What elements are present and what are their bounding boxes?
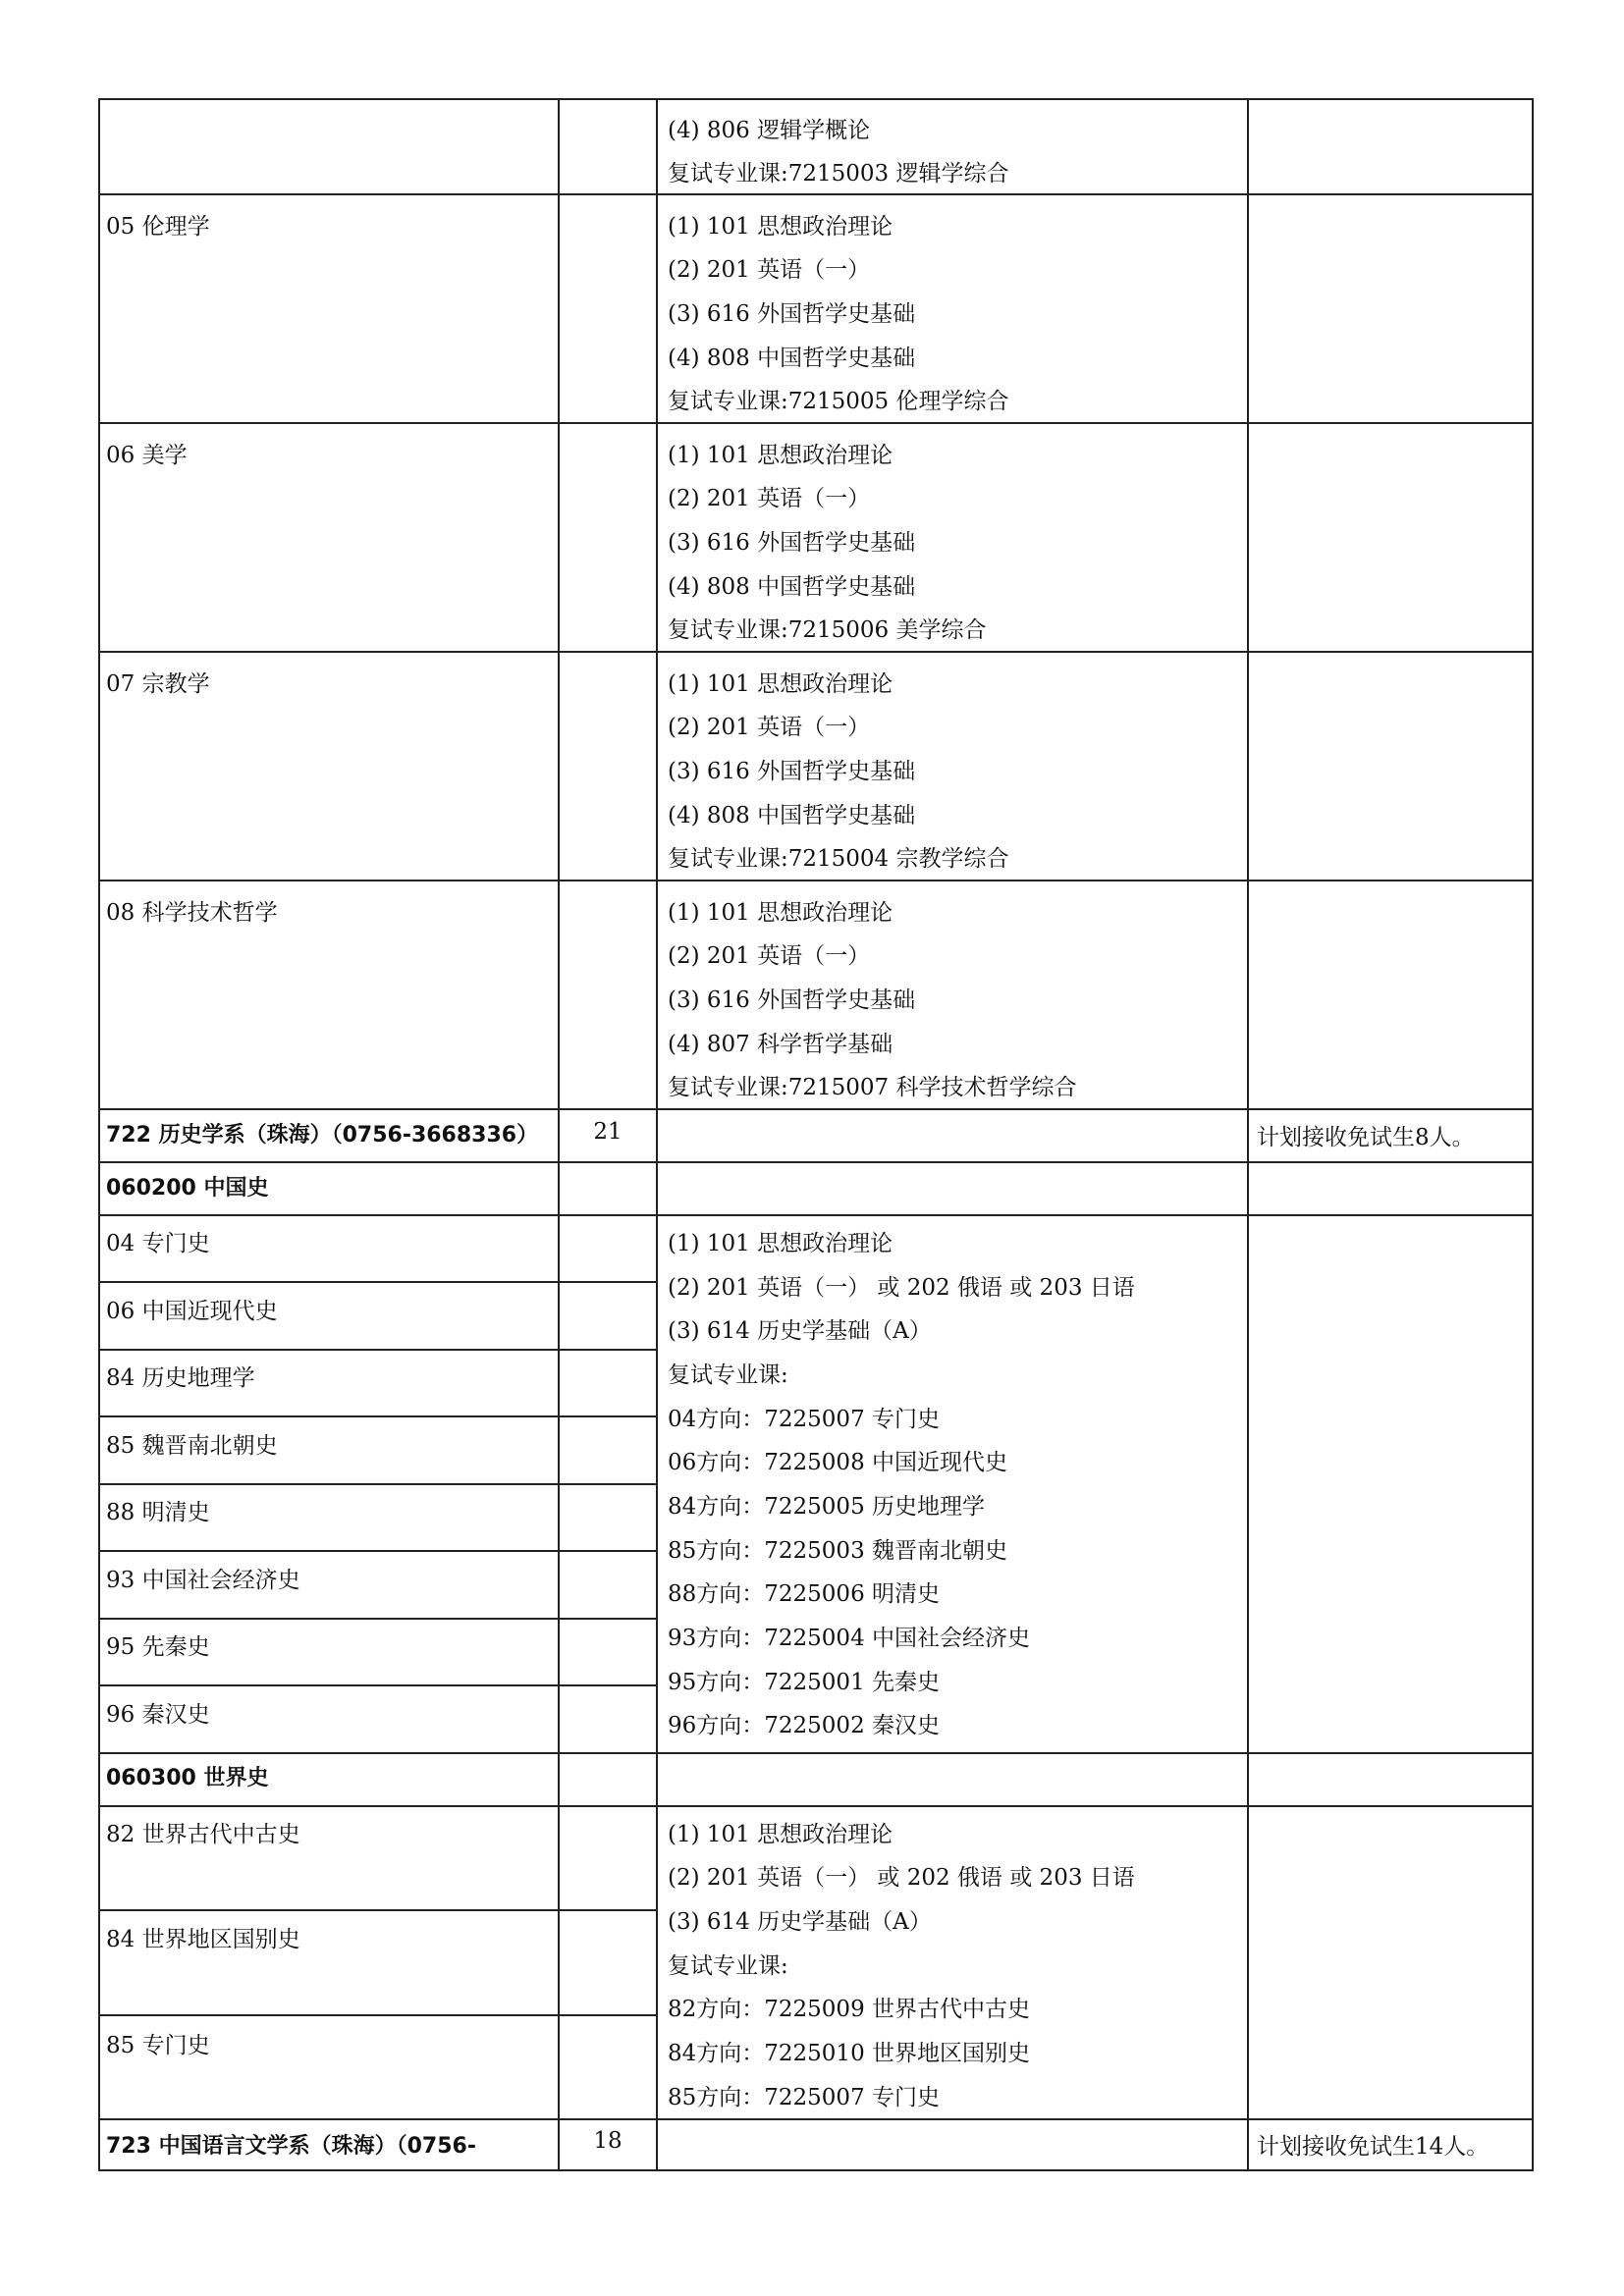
requirement-line: (1) 101 思想政治理论 xyxy=(668,900,893,926)
direction-label: 85 专门史 xyxy=(106,2033,210,2058)
requirement-line: (2) 201 英语（一） xyxy=(668,715,871,740)
exemption-remark: 计划接收免试生14人。 xyxy=(1257,2134,1489,2160)
direction-label: 84 历史地理学 xyxy=(106,1365,255,1391)
table-rule xyxy=(1247,98,1249,2171)
requirement-line: 96方向：7225002 秦汉史 xyxy=(668,1713,941,1738)
requirement-line: (3) 614 历史学基础（A） xyxy=(668,1318,932,1344)
table-rule xyxy=(98,1161,1534,1163)
requirement-line: (1) 101 思想政治理论 xyxy=(668,1822,893,1847)
enrollment-count: 21 xyxy=(593,1119,623,1145)
table-rule xyxy=(98,1281,658,1283)
table-rule xyxy=(98,98,100,2171)
direction-label: 06 美学 xyxy=(106,443,188,468)
requirement-line: 复试专业课:7215004 宗教学综合 xyxy=(668,846,1009,872)
requirement-line: 复试专业课:7215006 美学综合 xyxy=(668,617,987,643)
table-rule xyxy=(98,1214,1534,1216)
admissions-table xyxy=(98,98,1534,2171)
requirement-line: (2) 201 英语（一） 或 202 俄语 或 203 日语 xyxy=(668,1865,1135,1891)
requirement-line: (4) 808 中国哲学史基础 xyxy=(668,574,916,600)
requirement-line: (3) 616 外国哲学史基础 xyxy=(668,301,916,327)
requirement-line: (2) 201 英语（一） xyxy=(668,943,871,969)
requirement-line: (4) 807 科学哲学基础 xyxy=(668,1032,893,1057)
table-rule xyxy=(98,1805,1534,1807)
enrollment-count: 18 xyxy=(593,2128,623,2154)
exemption-remark: 计划接收免试生8人。 xyxy=(1257,1125,1475,1150)
requirement-line: (3) 616 外国哲学史基础 xyxy=(668,759,916,784)
requirement-line: 95方向：7225001 先秦史 xyxy=(668,1670,941,1695)
requirement-line: 84方向：7225005 历史地理学 xyxy=(668,1494,986,1520)
requirement-line: 82方向：7225009 世界古代中古史 xyxy=(668,1997,1031,2022)
direction-label: 04 专门史 xyxy=(106,1231,210,1256)
direction-label: 05 伦理学 xyxy=(106,214,210,240)
table-rule xyxy=(98,1108,1534,1110)
requirement-line: 复试专业课: xyxy=(668,1953,788,1979)
direction-label: 82 世界古代中古史 xyxy=(106,1822,300,1847)
table-rule xyxy=(98,880,1534,881)
table-rule xyxy=(98,193,1534,195)
requirement-line: 复试专业课: xyxy=(668,1362,788,1388)
requirement-line: (4) 808 中国哲学史基础 xyxy=(668,803,916,828)
major-label: 060200 中国史 xyxy=(106,1176,269,1201)
table-rule xyxy=(98,1349,658,1351)
requirement-line: (3) 616 外国哲学史基础 xyxy=(668,988,916,1013)
requirement-line: (3) 616 外国哲学史基础 xyxy=(668,530,916,556)
requirement-line: 04方向：7225007 专门史 xyxy=(668,1407,941,1432)
requirement-line: 复试专业课:7215005 伦理学综合 xyxy=(668,389,1009,414)
requirement-line: 复试专业课:7215007 科学技术哲学综合 xyxy=(668,1075,1077,1100)
table-rule xyxy=(98,1415,658,1417)
requirement-line: 93方向：7225004 中国社会经济史 xyxy=(668,1626,1031,1651)
direction-label: 96 秦汉史 xyxy=(106,1702,210,1728)
table-rule xyxy=(98,1483,658,1485)
requirement-line: 88方向：7225006 明清史 xyxy=(668,1581,941,1607)
table-rule xyxy=(98,2014,658,2016)
table-rule xyxy=(98,1909,658,1911)
table-rule xyxy=(98,98,1534,100)
direction-label: 07 宗教学 xyxy=(106,671,210,697)
requirement-line: (1) 101 思想政治理论 xyxy=(668,671,893,697)
table-rule xyxy=(98,1618,658,1620)
requirement-line: (3) 614 历史学基础（A） xyxy=(668,1909,932,1935)
requirement-line: 85方向：7225003 魏晋南北朝史 xyxy=(668,1538,1008,1564)
requirement-line: 85方向：7225007 专门史 xyxy=(668,2085,941,2110)
requirement-line: (1) 101 思想政治理论 xyxy=(668,1231,893,1256)
major-label: 060300 世界史 xyxy=(106,1766,269,1790)
table-rule xyxy=(98,651,1534,653)
requirement-line: 06方向：7225008 中国近现代史 xyxy=(668,1450,1008,1475)
requirement-line: (2) 201 英语（一） 或 202 俄语 或 203 日语 xyxy=(668,1275,1135,1301)
requirement-line: (2) 201 英语（一） xyxy=(668,486,871,511)
requirement-line: 复试专业课:7215003 逻辑学综合 xyxy=(668,161,1009,187)
requirement-line: (4) 808 中国哲学史基础 xyxy=(668,346,916,371)
table-rule xyxy=(98,2118,1534,2120)
direction-label: 88 明清史 xyxy=(106,1500,210,1525)
requirement-line: 84方向：7225010 世界地区国别史 xyxy=(668,2041,1031,2066)
department-label: 723 中国语言文学系（珠海）（0756- xyxy=(106,2134,476,2159)
direction-label: 85 魏晋南北朝史 xyxy=(106,1433,278,1459)
direction-label: 84 世界地区国别史 xyxy=(106,1927,300,1952)
direction-label: 08 科学技术哲学 xyxy=(106,900,278,926)
direction-label: 06 中国近现代史 xyxy=(106,1299,278,1324)
table-rule xyxy=(98,1684,658,1686)
department-label: 722 历史学系（珠海）（0756-3668336） xyxy=(106,1123,539,1148)
requirement-line: (1) 101 思想政治理论 xyxy=(668,443,893,468)
direction-label: 93 中国社会经济史 xyxy=(106,1568,300,1593)
requirement-line: (2) 201 英语（一） xyxy=(668,257,871,283)
table-rule xyxy=(98,2169,1534,2171)
table-rule xyxy=(98,1550,658,1552)
table-rule xyxy=(98,1752,1534,1754)
requirement-line: (4) 806 逻辑学概论 xyxy=(668,118,871,143)
direction-label: 95 先秦史 xyxy=(106,1634,210,1660)
table-rule xyxy=(1532,98,1534,2171)
table-rule xyxy=(98,422,1534,424)
requirement-line: (1) 101 思想政治理论 xyxy=(668,214,893,240)
